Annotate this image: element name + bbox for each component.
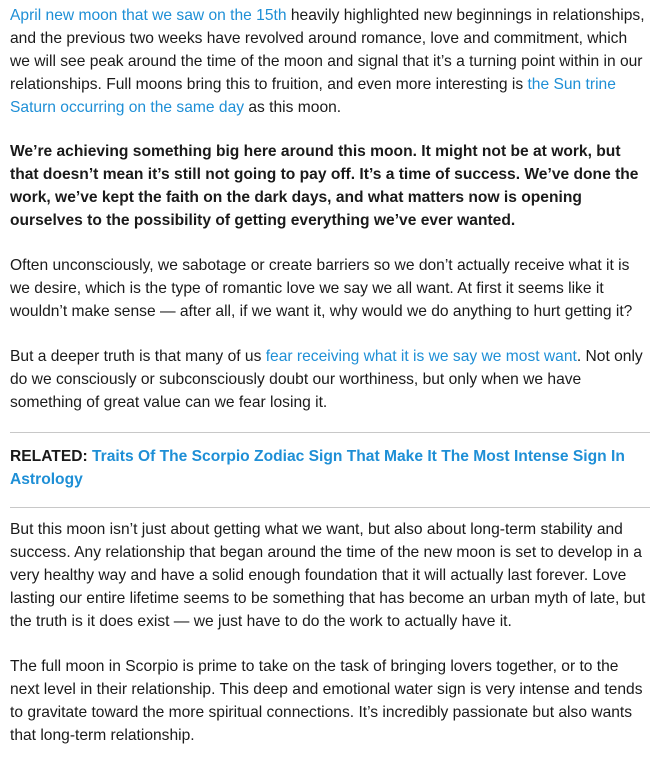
related-article-callout xyxy=(10,433,650,507)
paragraph-text: But a deeper truth is that many of us xyxy=(10,348,266,365)
paragraph-text: . Not only do we consciously or subconsciously doubt our worthiness, but only when we have something of great value can we fear losing it. xyxy=(10,348,643,411)
paragraph-new-moon xyxy=(10,4,650,119)
related-article-link[interactable]: Traits Of The Scorpio Zodiac Sign That Make It The Most Intense Sign In Astrology xyxy=(10,448,625,488)
link-fear-receiving[interactable]: fear receiving what it is we say we most want xyxy=(265,348,577,365)
paragraph-text: as this moon. xyxy=(244,99,342,116)
link-sun-trine-saturn[interactable]: the Sun trine Saturn occurring on the same day xyxy=(10,76,616,116)
paragraph-bold-success: We’re achieving something big here around this moon. It might not be at work, but that doesn’t mean it’s still not going to pay off. It’s a time of success. We’ve done the work, we’ve kept the faith on the dark days, and what matters now is opening ourselves to the possibility of getting everything we’ve ever wanted. xyxy=(10,143,639,229)
paragraph-long-term-stability: But this moon isn’t just about getting what we want, but also about long-term stability and success. Any relationship that began around the time of the new moon is set to develop in a very healthy way and have a solid enough foundation that it will actually last forever. Love lasting our entire lifetime seems to be something that has become an urban myth of late, but the truth is it does exist — we just have to do the work to actually have it. xyxy=(10,521,646,630)
paragraph-deeper-truth xyxy=(10,345,650,414)
after-related-section xyxy=(10,508,650,747)
related-label: RELATED: xyxy=(10,448,88,465)
link-april-new-moon[interactable]: April new moon that we saw on the 15th xyxy=(10,7,287,24)
paragraph-text: heavily highlighted new beginnings in relationships, and the previous two weeks have revolved around romance, love and commitment, which we will see peak around the time of the moon and signal that it’s a turning point within in our relationships. Full moons bring this to fruition, and even more interesting is xyxy=(10,7,645,93)
paragraph-sabotage: Often unconsciously, we sabotage or create barriers so we don’t actually receive what it is we desire, which is the type of romantic love we say we all want. At first it seems like it wouldn’t make sense — after all, if we want it, why would we do anything to hurt getting it? xyxy=(10,257,633,320)
article-body xyxy=(10,4,650,747)
paragraph-scorpio-full-moon: The full moon in Scorpio is prime to take on the task of bringing lovers together, or to the next level in their relationship. This deep and emotional water sign is very intense and tends to gravitate toward the more spiritual connections. It’s incredibly passionate but also wants that long-term relationship. xyxy=(10,658,643,744)
